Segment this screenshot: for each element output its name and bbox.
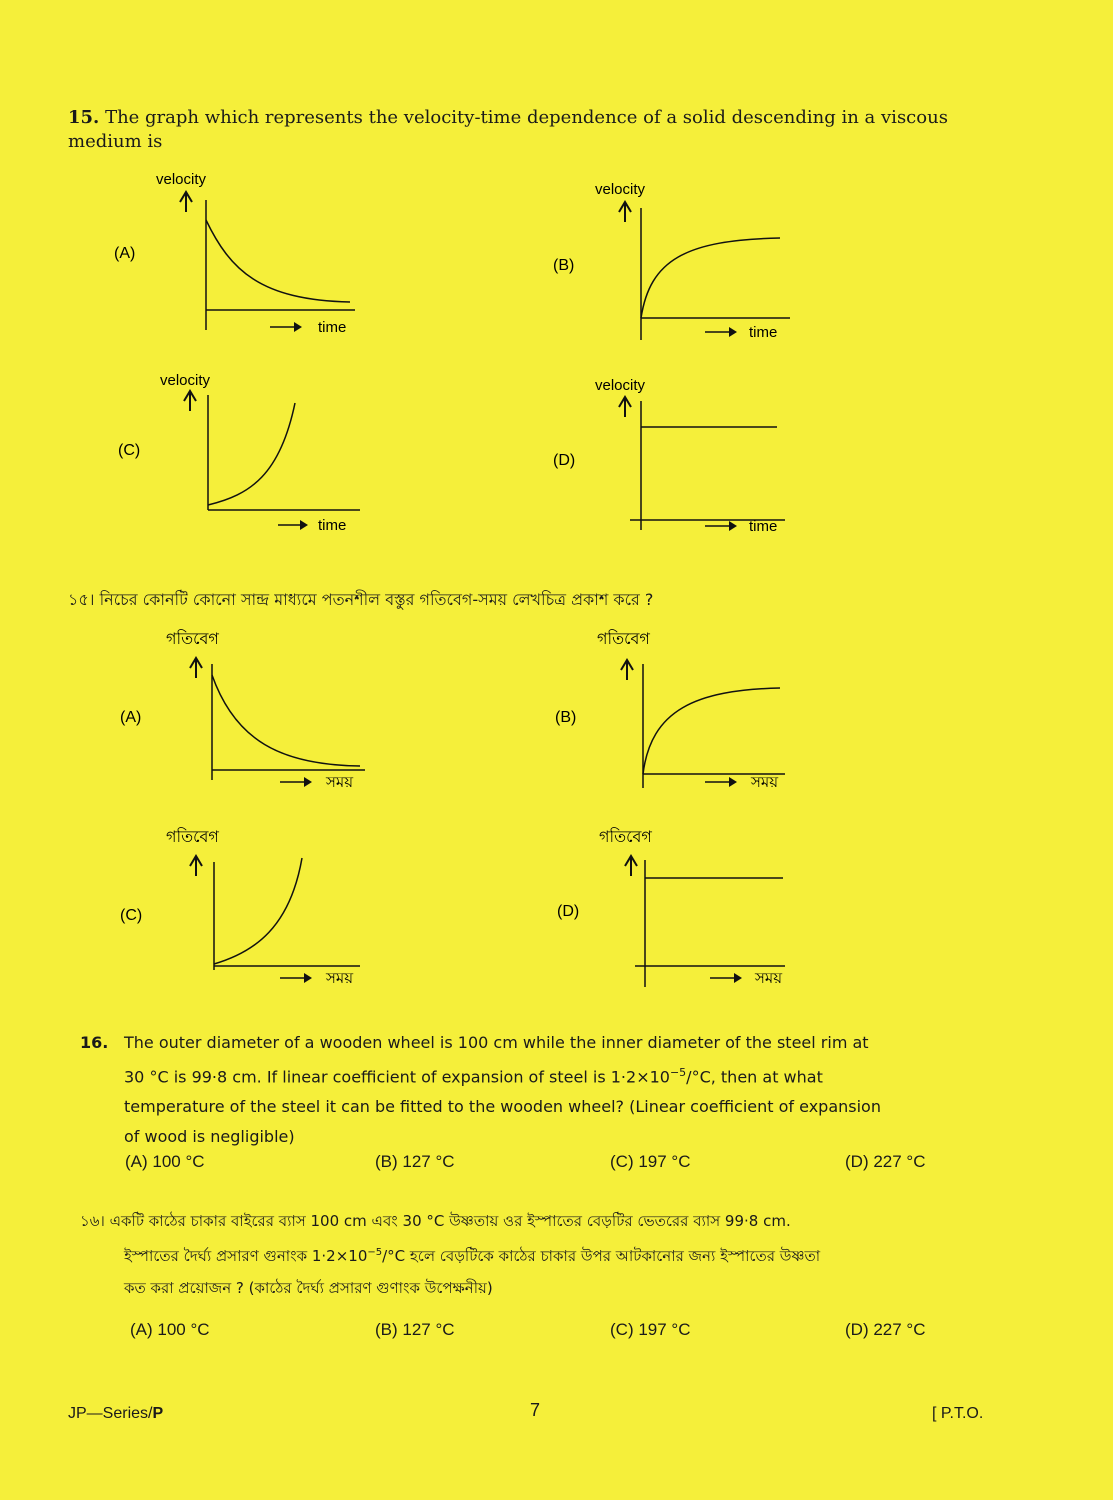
question-text-line: কত করা প্রয়োজন ? (কাঠের দৈর্ঘ্য প্রসারণ গুণাংক উপেক্ষনীয়) <box>124 1279 493 1297</box>
question-number: 16. <box>80 1033 109 1052</box>
question-text-line: temperature of the steel it can be fitted to the wooden wheel? (Linear coefficient of expansion <box>124 1097 881 1117</box>
graph-ylabel: গতিবেগ <box>166 631 219 648</box>
option-d[interactable]: (D) 227 °C <box>845 1152 926 1171</box>
graph-c <box>120 827 360 987</box>
question-text: নিচের কোনটি কোনো সান্দ্র মাধ্যমে পতনশীল বস্তুর গতিবেগ-সময় লেখচিত্র প্রকাশ করে ? <box>99 590 654 609</box>
graph-ylabel: গতিবেগ <box>597 631 650 648</box>
graph-d <box>557 827 785 987</box>
question-text-line: ইস্পাতের দৈর্ঘ্য প্রসারণ গুনাংক $1\cdot 2\times 10^{-5}/^\circ C$ হলে বেড়টিকে কাঠের চাকার উপর আটকানোর জন্য ইস্পাতের উষ্ণতা <box>124 1247 821 1265</box>
graph-d <box>553 377 785 535</box>
series-label: JP—Series/P <box>68 1405 164 1422</box>
graph-xlabel: সময় <box>751 774 779 791</box>
graph-ylabel: গতিবেগ <box>166 829 219 846</box>
graph-ylabel: velocity <box>160 372 211 389</box>
option-label: (D) <box>557 903 580 920</box>
curve-decay <box>212 675 360 766</box>
curve-decay <box>206 220 350 302</box>
graph-b <box>555 629 785 791</box>
question-15-bengali <box>68 585 1028 615</box>
question-16 <box>80 1028 1010 1152</box>
graph-ylabel: velocity <box>595 181 646 198</box>
graph-xlabel: time <box>749 518 778 535</box>
question-text-line: The outer diameter of a wooden wheel is 100 cm while the inner diameter of the steel rim at <box>124 1033 869 1052</box>
graph-xlabel: সময় <box>326 970 354 987</box>
option-d[interactable]: (D) 227 °C <box>845 1320 926 1339</box>
option-label: (B) <box>553 257 575 274</box>
question-text-line: of wood is negligible) <box>124 1127 295 1147</box>
graph-a <box>120 629 365 791</box>
curve-growth <box>214 858 302 964</box>
option-b[interactable]: (B) 127 °C <box>375 1320 455 1339</box>
option-c[interactable]: (C) 197 °C <box>610 1152 691 1171</box>
q15-bengali-graphs <box>0 620 1113 1000</box>
question-16-bengali <box>80 1205 1010 1304</box>
graph-xlabel: সময় <box>326 774 354 791</box>
option-b[interactable]: (B) 127 °C <box>375 1152 455 1171</box>
curve-rise <box>643 688 780 774</box>
option-c[interactable]: (C) 197 °C <box>610 1320 691 1339</box>
graph-ylabel: velocity <box>595 377 646 394</box>
option-a[interactable]: (A) 100 °C <box>130 1320 210 1339</box>
option-a[interactable]: (A) 100 °C <box>125 1152 205 1171</box>
option-label: (A) <box>114 245 136 262</box>
graph-xlabel: time <box>318 319 347 336</box>
question-text-line: একটি কাঠের চাকার বাইরের ব্যাস 100 cm এবং 30 °C উষ্ণতায় ওর ইস্পাতের বেড়টির ভেতরের ব্যাস 99·8 cm. <box>109 1212 791 1230</box>
graph-xlabel: time <box>749 324 778 341</box>
graph-ylabel: velocity <box>156 171 207 188</box>
graph-a <box>114 171 355 336</box>
question-text-line: 30 °C is 99·8 cm. If linear coefficient of expansion of steel is $1\cdot 2\times 10^{-5}/^\circ C$, then at what <box>124 1066 823 1087</box>
graph-xlabel: time <box>318 517 347 534</box>
page-number: 7 <box>530 1400 541 1420</box>
question-number: 15. <box>68 107 100 128</box>
question-15 <box>68 106 1008 154</box>
question-text: The graph which represents the velocity-time dependence of a solid descending in a viscous medium is <box>68 107 948 152</box>
question-number: ১৫। <box>68 590 95 609</box>
graph-ylabel: গতিবেগ <box>599 829 652 846</box>
option-label: (D) <box>553 452 576 469</box>
option-label: (C) <box>118 442 141 459</box>
option-label: (B) <box>555 709 577 726</box>
q15-english-graphs <box>0 160 1113 560</box>
graph-xlabel: সময় <box>755 970 783 987</box>
curve-growth <box>208 403 295 505</box>
curve-rise <box>641 238 780 318</box>
graph-c <box>118 372 360 534</box>
pto-label: [ P.T.O. <box>932 1405 984 1422</box>
option-label: (C) <box>120 907 143 924</box>
question-number: ১৬। <box>80 1212 105 1230</box>
option-label: (A) <box>120 709 142 726</box>
graph-b <box>553 181 790 341</box>
